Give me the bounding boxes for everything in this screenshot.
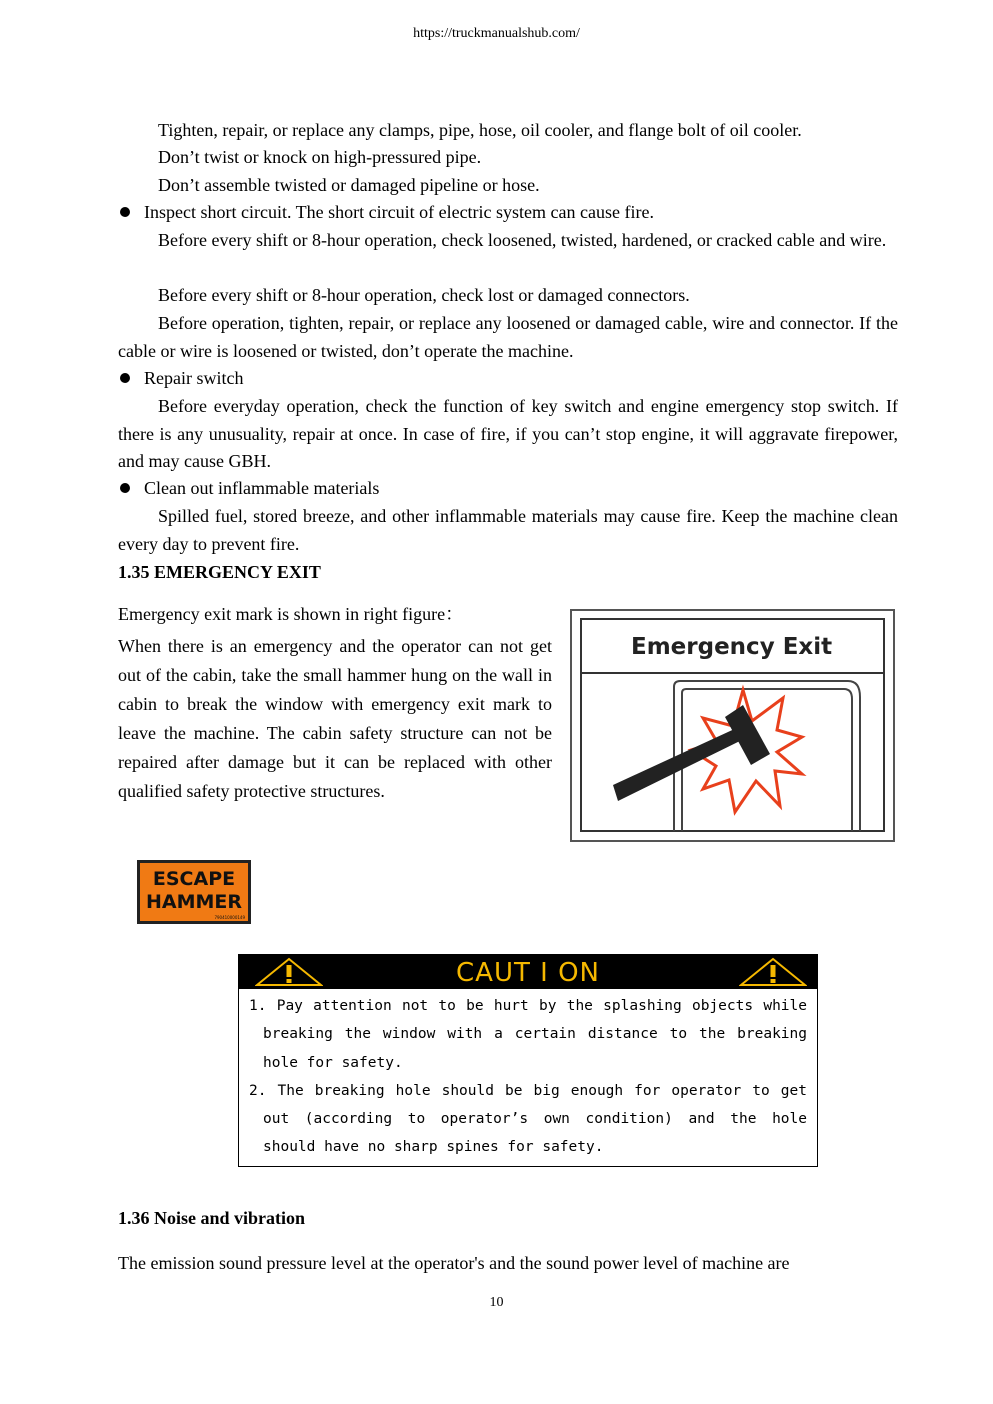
emergency-exit-sign: [570, 609, 895, 842]
caution-item: 1. Pay attention not to be hurt by the splashing objects while breaking the window with a certain distance to the breaking hole for safety.: [249, 998, 807, 1071]
bullet-item: [120, 199, 900, 227]
paragraph: The emission sound pressure level at the operator's and the sound power level of machine are: [118, 1253, 790, 1273]
bullet-text: Repair switch: [144, 368, 244, 388]
label-line2: HAMMER: [145, 891, 243, 913]
bullet-item: [120, 475, 900, 503]
bullet-dot-icon: [120, 483, 130, 493]
caution-header: [239, 955, 817, 989]
section-heading: 1.36 Noise and vibration: [118, 1208, 306, 1228]
label-line1: ESCAPE: [152, 868, 236, 890]
sign-title: Emergency Exit: [631, 634, 833, 660]
paragraph: When there is an emergency and the operator can not get out of the cabin, take the small hammer hung on the wall in cabin to break the window with emergency exit mark to leave the machine. The cabin safety structure can not be repaired after damage but it can be replaced with other qualified safety protective structures.: [118, 636, 552, 801]
paragraph: Before operation, tighten, repair, or replace any loosened or damaged cable, wire and connector. If the cable or wire is loosened or twisted, don’t operate the machine.: [118, 313, 898, 361]
bullet-text: Inspect short circuit. The short circuit of electric system can cause fire.: [144, 202, 654, 222]
label-code: 790410000149: [214, 915, 245, 920]
paragraph: Don’t assemble twisted or damaged pipeline or hose.: [158, 175, 540, 195]
paragraph: Before everyday operation, check the function of key switch and engine emergency stop switch. If there is any unusuality, repair at once. In case of fire, if you can’t stop engine, it will aggravate firepower, and may cause GBH.: [118, 396, 898, 471]
caution-body: [239, 989, 817, 1162]
bullet-text: Clean out inflammable materials: [144, 478, 380, 498]
paragraph: Before every shift or 8-hour operation, check loosened, twisted, hardened, or cracked cable and wire.: [158, 230, 887, 250]
paragraph: Tighten, repair, or replace any clamps, pipe, hose, oil cooler, and flange bolt of oil cooler.: [158, 120, 802, 140]
bullet-dot-icon: [120, 207, 130, 217]
caution-item: 2. The breaking hole should be big enough for operator to get out (according to operator’s own condition) and the hole should have no sharp spines for safety.: [249, 1082, 807, 1156]
warning-triangle-icon: [739, 957, 807, 987]
caution-box: [238, 954, 818, 1167]
escape-hammer-label: [137, 860, 251, 924]
page-number: 10: [489, 1295, 504, 1310]
bullet-item: [120, 365, 900, 393]
header-url: https://truckmanualshub.com/: [413, 26, 580, 41]
bullet-dot-icon: [120, 373, 130, 383]
paragraph: Emergency exit mark is shown in right figure：: [118, 604, 464, 624]
paragraph: Don’t twist or knock on high-pressured pipe.: [158, 147, 482, 167]
section-heading: 1.35 EMERGENCY EXIT: [118, 562, 321, 582]
caution-title: CAUT I ON: [456, 958, 600, 988]
paragraph: Before every shift or 8-hour operation, check lost or damaged connectors.: [158, 285, 690, 305]
paragraph: Spilled fuel, stored breeze, and other inflammable materials may cause fire. Keep the machine clean every day to prevent fire.: [118, 506, 898, 554]
